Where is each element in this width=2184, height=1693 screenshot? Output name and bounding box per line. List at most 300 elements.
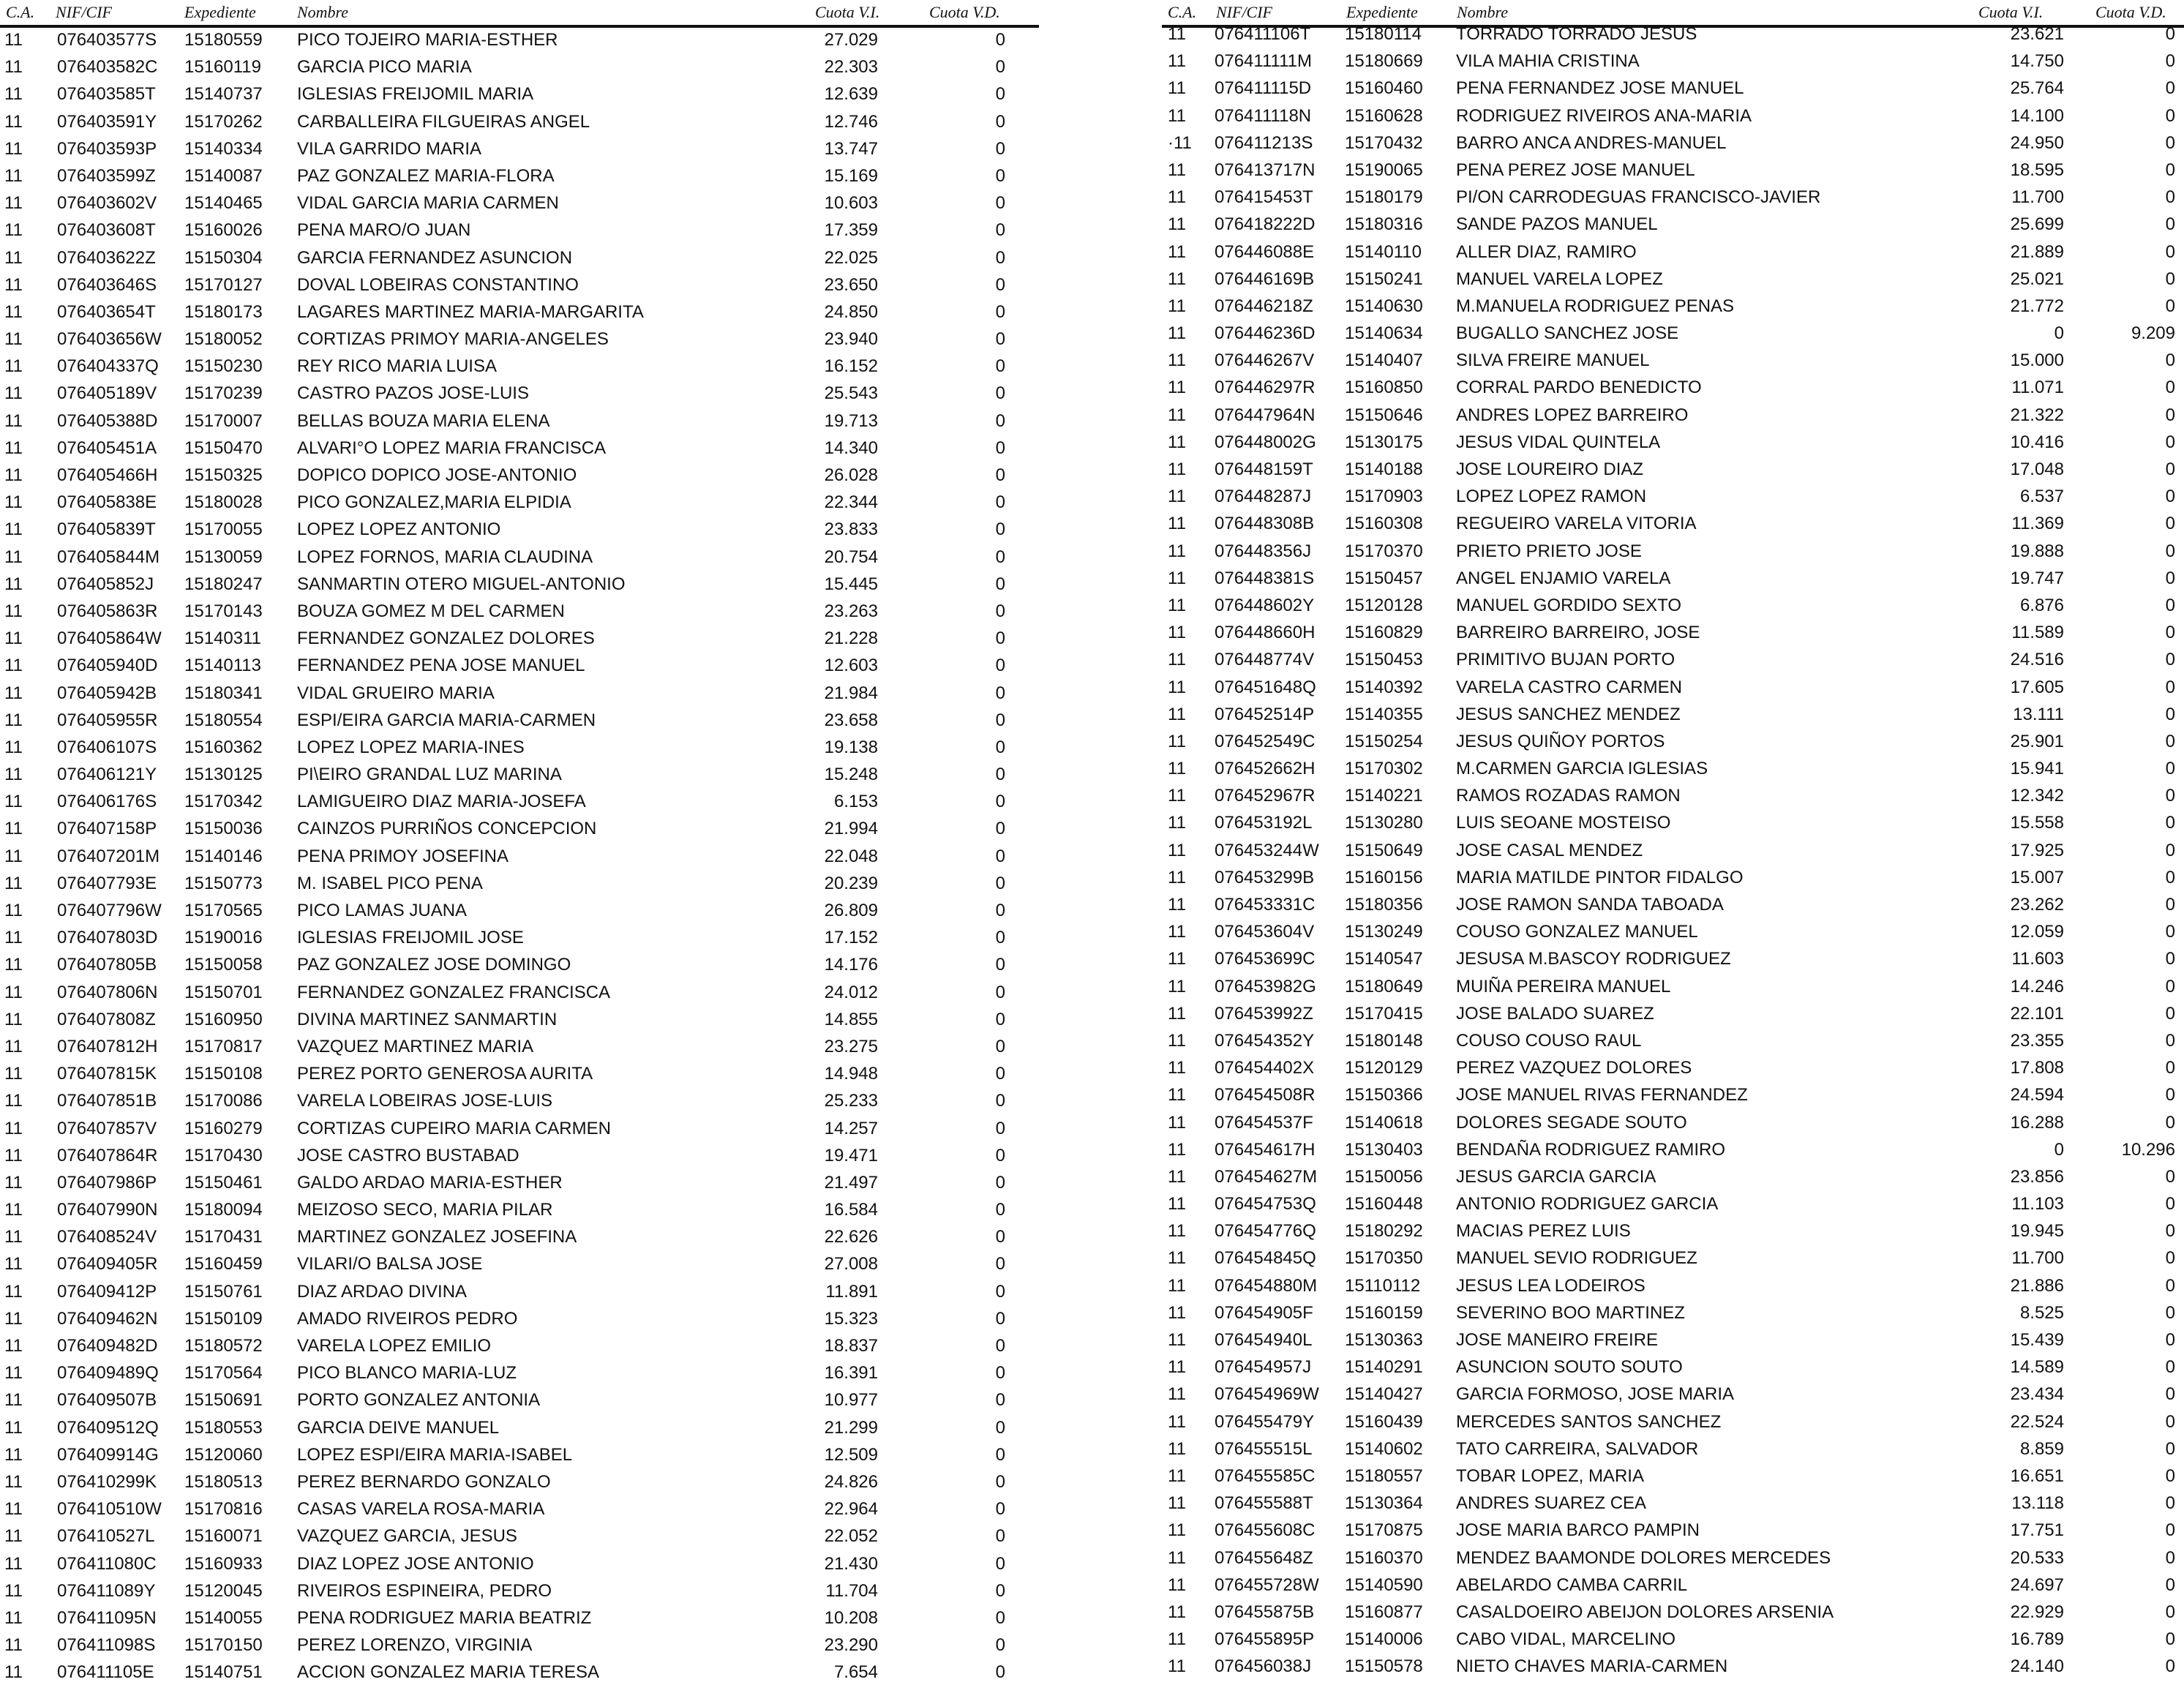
- cell-cuota-vd: 0: [995, 193, 1005, 214]
- cell-cuota-vd: 0: [995, 1635, 1005, 1656]
- cell-cuota-vd: 0: [995, 1009, 1005, 1029]
- cell-ca: 11: [4, 1118, 23, 1138]
- cell-cuota-vi: 11.700: [2011, 187, 2064, 208]
- cell-nif: 076448660H: [1215, 623, 1316, 643]
- table-row: [0, 1599, 1039, 1626]
- table-row: [0, 1544, 1039, 1572]
- cell-nif: 076406176S: [57, 792, 157, 812]
- right-table: [1162, 0, 2184, 1687]
- cell-cuota-vi: 22.626: [824, 1227, 878, 1247]
- cell-cuota-vd: 0: [2165, 595, 2175, 615]
- cell-expediente: 15160119: [184, 57, 261, 78]
- cell-expediente: 15180292: [1345, 1221, 1423, 1242]
- cell-nif: 076403599Z: [57, 165, 156, 186]
- cell-nif: 076455588T: [1215, 1493, 1313, 1514]
- cell-cuota-vd: 0: [2165, 840, 2175, 860]
- cell-nombre: LAGARES MARTINEZ MARIA-MARGARITA: [297, 301, 644, 322]
- cell-nombre: MACIAS PEREZ LUIS: [1456, 1221, 1631, 1242]
- table-row: [1162, 1539, 2184, 1566]
- cell-cuota-vi: 14.246: [2010, 976, 2064, 996]
- table-row: [0, 1490, 1039, 1520]
- cell-nombre: VAZQUEZ MARTINEZ MARIA: [297, 1036, 534, 1056]
- cell-cuota-vd: 0: [2165, 459, 2175, 479]
- cell-ca: 11: [1168, 895, 1186, 915]
- cell-cuota-vi: 24.516: [2010, 650, 2064, 670]
- cell-cuota-vd: 0: [2165, 1275, 2175, 1296]
- cell-cuota-vd: 0: [995, 955, 1005, 975]
- table-row: [0, 973, 1039, 1000]
- table-row: [1162, 233, 2184, 260]
- cell-cuota-vi: 8.859: [2019, 1438, 2064, 1459]
- cell-cuota-vi: 13.747: [824, 138, 878, 159]
- cell-ca: 11: [4, 628, 23, 649]
- cell-cuota-vd: 0: [2165, 1629, 2175, 1650]
- cell-expediente: 15140465: [184, 193, 263, 214]
- cell-ca: 11: [4, 438, 23, 458]
- table-row: [0, 809, 1039, 839]
- cell-nombre: TATO CARREIRA, SALVADOR: [1456, 1438, 1699, 1459]
- cell-cuota-vi: 22.303: [824, 57, 878, 78]
- cell-expediente: 15170565: [184, 901, 263, 920]
- table-row: [1162, 885, 2184, 915]
- table-row: [1162, 287, 2184, 314]
- table-row: [0, 1000, 1039, 1027]
- table-row: [0, 429, 1039, 456]
- cell-nombre: JOSE RAMON SANDA TABOADA: [1456, 895, 1724, 915]
- cell-nombre: DIAZ ARDAO DIVINA: [297, 1281, 468, 1302]
- cell-nombre: PRIMITIVO BUJAN PORTO: [1456, 650, 1675, 670]
- cell-cuota-vd: 0: [2165, 949, 2175, 969]
- cell-cuota-vi: 25.233: [824, 1091, 878, 1111]
- right-table-body: [1162, 15, 2184, 1677]
- cell-nombre: PEREZ LORENZO, VIRGINIA: [297, 1635, 533, 1656]
- cell-cuota-vi: 25.543: [824, 383, 878, 404]
- cell-ca: 11: [4, 683, 23, 703]
- cell-ca: 11: [1168, 1520, 1186, 1541]
- table-row: [0, 619, 1039, 649]
- cell-nombre: SANMARTIN OTERO MIGUEL-ANTONIO: [297, 574, 626, 594]
- cell-ca: 11: [4, 165, 23, 186]
- cell-cuota-vd: 0: [2165, 1520, 2175, 1541]
- cell-expediente: 15150691: [184, 1390, 263, 1411]
- table-row: [1162, 1403, 2184, 1430]
- cell-expediente: 15120045: [184, 1580, 263, 1601]
- cell-ca: 11: [4, 873, 23, 893]
- cell-expediente: 15150461: [184, 1172, 263, 1193]
- cell-nif: 076454627M: [1215, 1166, 1318, 1187]
- cell-nif: 076455875B: [1215, 1602, 1315, 1622]
- cell-cuota-vi: 15.439: [2010, 1330, 2064, 1350]
- cell-cuota-vd: 0: [2165, 1656, 2175, 1677]
- cell-nif: 076453699C: [1215, 949, 1316, 969]
- cell-cuota-vi: 22.929: [2010, 1602, 2064, 1622]
- cell-expediente: 15170086: [184, 1091, 263, 1111]
- cell-cuota-vd: 9.209: [2131, 323, 2175, 344]
- cell-ca: 11: [1168, 976, 1186, 996]
- cell-nif: 076455728W: [1215, 1574, 1319, 1595]
- cell-nombre: VIDAL GARCIA MARIA CARMEN: [297, 193, 559, 214]
- cell-expediente: 15180247: [184, 574, 263, 594]
- cell-expediente: 15150058: [184, 955, 263, 975]
- table-row: [1162, 423, 2184, 450]
- cell-ca: 11: [4, 710, 23, 730]
- cell-nif: 076407793E: [57, 873, 157, 893]
- cell-nif: 076455479Y: [1215, 1411, 1315, 1432]
- cell-nif: 076446236D: [1215, 323, 1316, 344]
- cell-nif: 076411118N: [1215, 105, 1312, 126]
- cell-cuota-vd: 0: [995, 383, 1005, 404]
- cell-cuota-vi: 22.101: [2010, 1003, 2064, 1024]
- cell-ca: 11: [1168, 459, 1186, 479]
- cell-nombre: BARRO ANCA ANDRES-MANUEL: [1456, 132, 1727, 153]
- cell-cuota-vd: 0: [2165, 1574, 2175, 1595]
- table-row: [1162, 260, 2184, 287]
- cell-nombre: SEVERINO BOO MARTINEZ: [1456, 1302, 1685, 1323]
- cell-expediente: 15160829: [1345, 623, 1423, 643]
- cell-nombre: PEREZ BERNARDO GONZALO: [297, 1471, 551, 1492]
- table-row: [1162, 1266, 2184, 1294]
- cell-ca: 11: [1168, 1357, 1186, 1378]
- cell-ca: 11: [1168, 1574, 1186, 1595]
- table-row: [1162, 1484, 2184, 1514]
- cell-ca: 11: [4, 574, 23, 594]
- cell-nif: 076407158P: [57, 819, 157, 839]
- cell-cuota-vi: 6.537: [2019, 487, 2064, 507]
- cell-ca: 11: [1168, 813, 1186, 833]
- cell-nombre: CASAS VARELA ROSA-MARIA: [297, 1499, 545, 1520]
- table-row: [1162, 42, 2184, 72]
- cell-nif: 076454508R: [1215, 1085, 1316, 1105]
- cell-cuota-vd: 0: [995, 1281, 1005, 1302]
- table-row: [0, 211, 1039, 241]
- cell-ca: 11: [1168, 105, 1186, 126]
- cell-cuota-vd: 0: [2165, 24, 2175, 44]
- cell-nombre: JESUS SANCHEZ MENDEZ: [1456, 704, 1681, 724]
- cell-cuota-vd: 0: [2165, 132, 2175, 153]
- cell-cuota-vd: 0: [995, 492, 1005, 513]
- cell-cuota-vi: 8.525: [2019, 1302, 2064, 1323]
- cell-cuota-vd: 0: [995, 1308, 1005, 1329]
- cell-cuota-vd: 0: [995, 628, 1005, 649]
- cell-nif: 076446088E: [1215, 241, 1315, 262]
- cell-nombre: PEREZ VAZQUEZ DOLORES: [1456, 1058, 1692, 1078]
- cell-expediente: 15160877: [1345, 1602, 1423, 1622]
- cell-cuota-vd: 0: [995, 138, 1005, 159]
- cell-nombre: ASUNCION SOUTO SOUTO: [1456, 1357, 1683, 1378]
- cell-cuota-vd: 0: [995, 465, 1005, 485]
- cell-ca: 11: [4, 1336, 23, 1356]
- cell-nombre: RIVEIROS ESPINEIRA, PEDRO: [297, 1580, 552, 1601]
- cell-cuota-vi: 18.837: [824, 1336, 878, 1356]
- cell-nombre: ALLER DIAZ, RAMIRO: [1456, 241, 1637, 262]
- cell-nombre: REY RICO MARIA LUISA: [297, 356, 497, 377]
- cell-cuota-vd: 0: [2165, 568, 2175, 588]
- table-row: [1162, 722, 2184, 749]
- cell-ca: 11: [1168, 350, 1186, 371]
- cell-nif: 076448002G: [1215, 432, 1316, 452]
- cell-cuota-vi: 21.228: [824, 628, 878, 649]
- cell-ca: 11: [4, 928, 23, 948]
- cell-expediente: 15150366: [1345, 1085, 1423, 1105]
- cell-ca: 11: [1168, 541, 1186, 561]
- cell-cuota-vi: 11.891: [825, 1281, 878, 1302]
- cell-ca: 11: [4, 982, 23, 1002]
- cell-nombre: GALDO ARDAO MARIA-ESTHER: [297, 1172, 563, 1193]
- cell-nif: 076454880M: [1215, 1275, 1318, 1296]
- table-row: [1162, 532, 2184, 559]
- cell-expediente: 15160460: [1345, 78, 1423, 99]
- cell-nif: 076453331C: [1215, 895, 1316, 915]
- cell-ca: 11: [4, 519, 23, 540]
- cell-cuota-vi: 13.111: [2013, 704, 2064, 724]
- cell-cuota-vd: 0: [2165, 1166, 2175, 1187]
- cell-cuota-vd: 0: [995, 683, 1005, 703]
- cell-cuota-vd: 0: [995, 1172, 1005, 1193]
- cell-expediente: 15190065: [1345, 159, 1423, 180]
- cell-nif: 076407806N: [57, 982, 158, 1002]
- cell-nombre: MANUEL SEVIO RODRIGUEZ: [1456, 1248, 1697, 1269]
- cell-cuota-vi: 24.012: [824, 982, 878, 1002]
- cell-cuota-vd: 0: [2165, 1547, 2175, 1568]
- cell-cuota-vi: 17.808: [2010, 1058, 2064, 1078]
- cell-cuota-vd: 0: [995, 247, 1005, 268]
- table-row: [1162, 368, 2184, 398]
- cell-nombre: VIDAL GRUEIRO MARIA: [297, 683, 495, 703]
- cell-ca: 11: [1168, 1465, 1186, 1486]
- cell-nombre: JOSE LOUREIRO DIAZ: [1456, 459, 1644, 479]
- cell-cuota-vi: 21.299: [824, 1417, 878, 1438]
- table-row: [1162, 1457, 2184, 1484]
- cell-ca: 11: [1168, 1438, 1186, 1459]
- header-cuota-vd: Cuota V.D.: [2095, 3, 2166, 21]
- cell-expediente: 15190016: [184, 928, 263, 948]
- cell-nombre: ACCION GONZALEZ MARIA TERESA: [297, 1662, 599, 1683]
- cell-ca: 11: [4, 1390, 23, 1411]
- cell-expediente: 15160370: [1345, 1547, 1423, 1568]
- cell-nif: 076448159T: [1215, 459, 1313, 479]
- cell-expediente: 15180557: [1345, 1465, 1423, 1486]
- cell-cuota-vi: 11.700: [2011, 1248, 2064, 1269]
- cell-nif: 076403593P: [57, 138, 157, 159]
- cell-expediente: 15150578: [1345, 1656, 1423, 1677]
- cell-nif: 076455895P: [1215, 1629, 1315, 1650]
- cell-cuota-vd: 0: [995, 765, 1005, 785]
- cell-nif: 076405451A: [57, 438, 157, 458]
- cell-cuota-vd: 0: [995, 57, 1005, 78]
- cell-cuota-vi: 15.169: [824, 165, 878, 186]
- cell-cuota-vi: 15.445: [824, 574, 878, 594]
- cell-nif: 076407805B: [57, 955, 157, 975]
- cell-nombre: ANTONIO RODRIGUEZ GARCIA: [1456, 1194, 1719, 1215]
- cell-nif: 076409482D: [57, 1336, 158, 1356]
- cell-nombre: FERNANDEZ GONZALEZ FRANCISCA: [297, 982, 611, 1002]
- cell-nombre: RODRIGUEZ RIVEIROS ANA-MARIA: [1456, 105, 1752, 126]
- cell-nombre: PENA FERNANDEZ JOSE MANUEL: [1456, 78, 1744, 99]
- cell-expediente: 15140110: [1345, 241, 1422, 262]
- cell-cuota-vd: 0: [2165, 1194, 2175, 1215]
- cell-cuota-vi: 26.028: [824, 465, 878, 485]
- cell-nif: 076405844M: [57, 547, 160, 567]
- cell-nif: 076409405R: [57, 1254, 158, 1275]
- cell-ca: 11: [4, 1145, 23, 1165]
- cell-nombre: VARELA LOPEZ EMILIO: [297, 1336, 491, 1356]
- table-row: [1162, 1076, 2184, 1103]
- table-row: [0, 1653, 1039, 1683]
- cell-cuota-vi: 25.021: [2010, 269, 2064, 289]
- table-row: [1162, 1593, 2184, 1620]
- cell-nombre: MEIZOSO SECO, MARIA PILAR: [297, 1200, 553, 1220]
- cell-cuota-vi: 19.888: [2010, 541, 2064, 561]
- table-row: [0, 1408, 1039, 1438]
- cell-nif: 076403646S: [57, 274, 157, 295]
- cell-cuota-vi: 14.750: [2010, 51, 2064, 72]
- cell-cuota-vi: 23.275: [824, 1036, 878, 1056]
- cell-nif: 076411105E: [57, 1662, 154, 1683]
- cell-nombre: COUSO GONZALEZ MANUEL: [1456, 922, 1698, 942]
- cell-cuota-vi: 14.257: [824, 1118, 878, 1138]
- cell-expediente: 15170262: [184, 111, 263, 132]
- cell-cuota-vi: 12.509: [824, 1444, 878, 1465]
- table-row: [0, 1299, 1039, 1329]
- cell-cuota-vi: 21.430: [824, 1553, 878, 1574]
- cell-cuota-vd: 0: [2165, 78, 2175, 99]
- cell-ca: 11: [1168, 1384, 1186, 1405]
- cell-expediente: 15170431: [184, 1227, 263, 1247]
- cell-nombre: M.MANUELA RODRIGUEZ PENAS: [1456, 296, 1735, 316]
- cell-nombre: LOPEZ FORNOS, MARIA CLAUDINA: [297, 547, 593, 567]
- cell-nombre: LUIS SEOANE MOSTEISO: [1456, 813, 1671, 833]
- cell-cuota-vi: 22.964: [824, 1499, 878, 1520]
- cell-ca: 11: [1168, 1302, 1186, 1323]
- cell-cuota-vd: 0: [995, 1499, 1005, 1520]
- cell-nombre: RAMOS ROZADAS RAMON: [1456, 786, 1681, 806]
- cell-cuota-vd: 0: [995, 165, 1005, 186]
- cell-nombre: PORTO GONZALEZ ANTONIA: [297, 1390, 541, 1411]
- cell-cuota-vi: 19.713: [824, 410, 878, 431]
- cell-cuota-vd: 0: [995, 1118, 1005, 1138]
- cell-ca: 11: [4, 901, 23, 920]
- cell-nif: 076446267V: [1215, 350, 1315, 371]
- cell-nombre: CORTIZAS CUPEIRO MARIA CARMEN: [297, 1118, 611, 1138]
- cell-ca: 11: [4, 1200, 23, 1220]
- table-row: [1162, 749, 2184, 779]
- cell-nombre: PI\EIRO GRANDAL LUZ MARINA: [297, 765, 562, 785]
- cell-expediente: 15130280: [1345, 813, 1423, 833]
- cell-cuota-vi: 23.833: [824, 519, 878, 540]
- cell-expediente: 15180559: [184, 30, 263, 50]
- cell-expediente: 15130175: [1345, 432, 1423, 452]
- cell-expediente: 15170875: [1345, 1520, 1423, 1541]
- cell-cuota-vd: 0: [2165, 1330, 2175, 1350]
- cell-ca: 11: [4, 819, 23, 839]
- cell-expediente: 15130249: [1345, 922, 1423, 942]
- cell-ca: 11: [1168, 623, 1186, 643]
- cell-nombre: MARTINEZ GONZALEZ JOSEFINA: [297, 1227, 577, 1247]
- cell-nif: 076446169B: [1215, 269, 1315, 289]
- table-row: [1162, 1511, 2184, 1541]
- cell-cuota-vi: 0: [2054, 323, 2064, 344]
- cell-cuota-vd: 0: [995, 519, 1005, 540]
- cell-cuota-vd: 0: [995, 601, 1005, 621]
- cell-ca: 11: [1168, 432, 1186, 452]
- table-row: [0, 402, 1039, 429]
- cell-nombre: VILA GARRIDO MARIA: [297, 138, 482, 159]
- cell-cuota-vi: 22.524: [2010, 1411, 2064, 1432]
- cell-nif: 076453244W: [1215, 840, 1319, 860]
- cell-expediente: 15150056: [1345, 1166, 1423, 1187]
- cell-cuota-vd: 10.296: [2121, 1139, 2175, 1160]
- cell-cuota-vi: 27.008: [824, 1254, 878, 1275]
- cell-cuota-vi: 11.589: [2011, 623, 2064, 643]
- cell-expediente: 15180553: [184, 1417, 263, 1438]
- cell-nif: 076448308B: [1215, 514, 1315, 534]
- cell-ca: 11: [1168, 1493, 1186, 1514]
- cell-ca: 11: [1168, 1058, 1186, 1078]
- cell-cuota-vd: 0: [995, 356, 1005, 377]
- cell-ca: 11: [1168, 840, 1186, 860]
- cell-expediente: 15150761: [184, 1281, 263, 1302]
- cell-nombre: LAMIGUEIRO DIAZ MARIA-JOSEFA: [297, 792, 586, 812]
- cell-nif: 076411095N: [57, 1607, 157, 1628]
- cell-expediente: 15140188: [1345, 459, 1423, 479]
- cell-nif: 076453299B: [1215, 867, 1315, 887]
- cell-expediente: 15130364: [1345, 1493, 1423, 1514]
- cell-nombre: PAZ GONZALEZ JOSE DOMINGO: [297, 955, 571, 975]
- cell-cuota-vd: 0: [995, 111, 1005, 132]
- cell-nombre: AMADO RIVEIROS PEDRO: [297, 1308, 518, 1329]
- table-row: [1162, 314, 2184, 344]
- cell-nombre: PRIETO PRIETO JOSE: [1456, 541, 1642, 561]
- cell-cuota-vi: 24.697: [2010, 1574, 2064, 1595]
- table-row: [0, 1572, 1039, 1599]
- cell-nif: 076405942B: [57, 683, 157, 703]
- cell-cuota-vd: 0: [2165, 514, 2175, 534]
- table-row: [0, 157, 1039, 184]
- cell-expediente: 15180028: [184, 492, 263, 513]
- cell-cuota-vd: 0: [995, 329, 1005, 350]
- cell-nombre: JESUSA M.BASCOY RODRIGUEZ: [1456, 949, 1731, 969]
- cell-cuota-vd: 0: [995, 1526, 1005, 1547]
- cell-nif: 076405466H: [57, 465, 158, 485]
- cell-nombre: LOPEZ ESPI/EIRA MARIA-ISABEL: [297, 1444, 573, 1465]
- cell-cuota-vi: 11.603: [2011, 949, 2064, 969]
- cell-cuota-vd: 0: [995, 1390, 1005, 1411]
- cell-ca: 11: [1168, 922, 1186, 942]
- cell-cuota-vi: 21.984: [824, 683, 878, 703]
- cell-ca: 11: [4, 1580, 23, 1601]
- cell-cuota-vi: 16.288: [2010, 1112, 2064, 1133]
- cell-cuota-vi: 13.118: [2011, 1493, 2064, 1514]
- cell-nif: 076411111M: [1215, 51, 1312, 72]
- cell-cuota-vd: 0: [2165, 541, 2175, 561]
- cell-cuota-vd: 0: [995, 301, 1005, 322]
- cell-cuota-vd: 0: [995, 410, 1005, 431]
- cell-expediente: 15170816: [184, 1499, 263, 1520]
- table-row: [0, 646, 1039, 676]
- table-row: [0, 320, 1039, 350]
- table-row: [1162, 69, 2184, 99]
- cell-ca: 11: [1168, 1330, 1186, 1350]
- cell-expediente: 15150453: [1345, 650, 1423, 670]
- cell-cuota-vd: 0: [995, 1227, 1005, 1247]
- cell-nif: 076454969W: [1215, 1384, 1319, 1405]
- cell-cuota-vd: 0: [2165, 759, 2175, 779]
- cell-cuota-vd: 0: [2165, 159, 2175, 180]
- cell-cuota-vd: 0: [2165, 1493, 2175, 1514]
- cell-nif: 076407857V: [57, 1118, 157, 1138]
- cell-ca: 11: [1168, 1602, 1186, 1622]
- cell-cuota-vd: 0: [2165, 187, 2175, 208]
